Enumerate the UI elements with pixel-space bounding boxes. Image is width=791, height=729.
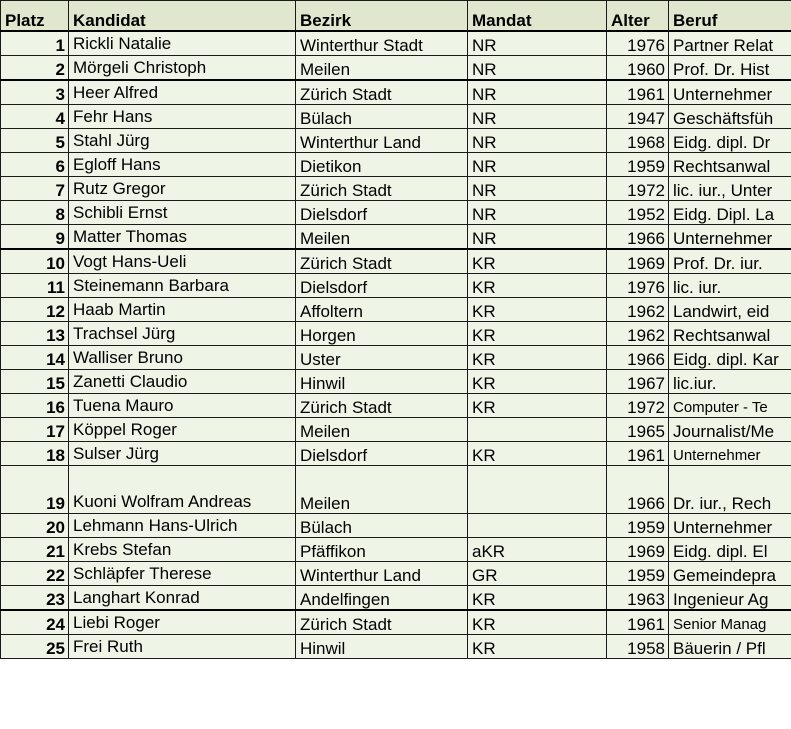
- cell-beruf[interactable]: Prof. Dr. iur.: [669, 249, 791, 274]
- cell-mandat[interactable]: KR: [468, 634, 607, 658]
- cell-beruf[interactable]: lic. iur., Unter: [669, 176, 791, 200]
- cell-alter[interactable]: 1966: [607, 465, 669, 513]
- cell-alter[interactable]: 1959: [607, 513, 669, 537]
- cell-mandat[interactable]: NR: [468, 128, 607, 152]
- cell-platz[interactable]: 2: [1, 55, 69, 80]
- cell-kandidat[interactable]: Heer Alfred: [69, 80, 296, 105]
- cell-alter[interactable]: 1947: [607, 104, 669, 128]
- cell-mandat[interactable]: NR: [468, 55, 607, 80]
- cell-bezirk[interactable]: Meilen: [296, 465, 468, 513]
- cell-mandat[interactable]: NR: [468, 104, 607, 128]
- table-row[interactable]: [1, 128, 791, 152]
- cell-mandat[interactable]: KR: [468, 297, 607, 321]
- cell-beruf[interactable]: Landwirt, eid: [669, 297, 791, 321]
- table-row[interactable]: [1, 585, 791, 610]
- header-alter[interactable]: Alter: [607, 1, 669, 31]
- cell-platz[interactable]: 1: [1, 31, 69, 56]
- cell-mandat[interactable]: KR: [468, 369, 607, 393]
- cell-beruf[interactable]: lic.iur.: [669, 369, 791, 393]
- cell-kandidat[interactable]: Frei Ruth: [69, 634, 296, 658]
- table-row[interactable]: [1, 249, 791, 274]
- cell-platz[interactable]: 4: [1, 104, 69, 128]
- cell-platz[interactable]: 13: [1, 321, 69, 345]
- cell-platz[interactable]: 22: [1, 561, 69, 585]
- cell-kandidat[interactable]: Lehmann Hans-Ulrich: [69, 513, 296, 537]
- cell-bezirk[interactable]: Dielsdorf: [296, 441, 468, 465]
- cell-mandat[interactable]: KR: [468, 610, 607, 635]
- cell-platz[interactable]: 15: [1, 369, 69, 393]
- cell-bezirk[interactable]: Pfäffikon: [296, 537, 468, 561]
- cell-alter[interactable]: 1959: [607, 561, 669, 585]
- cell-platz[interactable]: 18: [1, 441, 69, 465]
- cell-beruf[interactable]: Gemeindepra: [669, 561, 791, 585]
- cell-mandat[interactable]: NR: [468, 80, 607, 105]
- cell-bezirk[interactable]: Horgen: [296, 321, 468, 345]
- cell-alter[interactable]: 1961: [607, 80, 669, 105]
- cell-beruf[interactable]: Unternehmer: [669, 224, 791, 249]
- cell-alter[interactable]: 1967: [607, 369, 669, 393]
- cell-beruf[interactable]: Rechtsanwal: [669, 152, 791, 176]
- cell-kandidat[interactable]: Liebi Roger: [69, 610, 296, 635]
- cell-alter[interactable]: 1962: [607, 297, 669, 321]
- cell-kandidat[interactable]: Sulser Jürg: [69, 441, 296, 465]
- cell-bezirk[interactable]: Winterthur Stadt: [296, 31, 468, 56]
- cell-beruf[interactable]: Eidg. dipl. El: [669, 537, 791, 561]
- cell-kandidat[interactable]: Zanetti Claudio: [69, 369, 296, 393]
- cell-kandidat[interactable]: Tuena Mauro: [69, 393, 296, 417]
- cell-alter[interactable]: 1960: [607, 55, 669, 80]
- cell-kandidat[interactable]: Trachsel Jürg: [69, 321, 296, 345]
- cell-beruf[interactable]: Eidg. dipl. Dr: [669, 128, 791, 152]
- cell-bezirk[interactable]: Dielsdorf: [296, 200, 468, 224]
- table-row[interactable]: [1, 537, 791, 561]
- cell-bezirk[interactable]: Meilen: [296, 224, 468, 249]
- table-row[interactable]: [1, 297, 791, 321]
- cell-platz[interactable]: 8: [1, 200, 69, 224]
- table-row[interactable]: [1, 513, 791, 537]
- cell-alter[interactable]: 1962: [607, 321, 669, 345]
- cell-platz[interactable]: 12: [1, 297, 69, 321]
- table-row[interactable]: [1, 393, 791, 417]
- table-row[interactable]: [1, 345, 791, 369]
- cell-platz[interactable]: 7: [1, 176, 69, 200]
- cell-kandidat[interactable]: Haab Martin: [69, 297, 296, 321]
- table-row[interactable]: [1, 104, 791, 128]
- cell-platz[interactable]: 14: [1, 345, 69, 369]
- cell-platz[interactable]: 25: [1, 634, 69, 658]
- cell-kandidat[interactable]: Langhart Konrad: [69, 585, 296, 610]
- table-row[interactable]: [1, 634, 791, 658]
- cell-platz[interactable]: 23: [1, 585, 69, 610]
- table-row[interactable]: [1, 176, 791, 200]
- cell-beruf[interactable]: Eidg. dipl. Kar: [669, 345, 791, 369]
- cell-kandidat[interactable]: Steinemann Barbara: [69, 273, 296, 297]
- cell-bezirk[interactable]: Zürich Stadt: [296, 249, 468, 274]
- cell-bezirk[interactable]: Hinwil: [296, 634, 468, 658]
- header-mandat[interactable]: Mandat: [468, 1, 607, 31]
- cell-kandidat[interactable]: Matter Thomas: [69, 224, 296, 249]
- cell-alter[interactable]: 1958: [607, 634, 669, 658]
- cell-platz[interactable]: 17: [1, 417, 69, 441]
- table-body: [1, 31, 791, 659]
- cell-bezirk[interactable]: Andelfingen: [296, 585, 468, 610]
- cell-mandat[interactable]: KR: [468, 273, 607, 297]
- cell-bezirk[interactable]: Zürich Stadt: [296, 610, 468, 635]
- cell-mandat[interactable]: KR: [468, 249, 607, 274]
- cell-kandidat[interactable]: Kuoni Wolfram Andreas: [69, 465, 296, 513]
- cell-alter[interactable]: 1972: [607, 176, 669, 200]
- table-row[interactable]: [1, 369, 791, 393]
- cell-platz[interactable]: 21: [1, 537, 69, 561]
- cell-beruf[interactable]: Unternehmer: [669, 441, 791, 465]
- table-row[interactable]: [1, 224, 791, 249]
- table-row[interactable]: [1, 561, 791, 585]
- cell-alter[interactable]: 1969: [607, 249, 669, 274]
- cell-platz[interactable]: 9: [1, 224, 69, 249]
- cell-mandat[interactable]: [468, 465, 607, 513]
- cell-alter[interactable]: 1968: [607, 128, 669, 152]
- cell-alter[interactable]: 1972: [607, 393, 669, 417]
- cell-mandat[interactable]: KR: [468, 345, 607, 369]
- cell-alter[interactable]: 1969: [607, 537, 669, 561]
- cell-mandat[interactable]: NR: [468, 176, 607, 200]
- cell-bezirk[interactable]: Zürich Stadt: [296, 176, 468, 200]
- cell-platz[interactable]: 6: [1, 152, 69, 176]
- cell-mandat[interactable]: KR: [468, 393, 607, 417]
- header-row: [1, 1, 791, 31]
- table-row[interactable]: [1, 441, 791, 465]
- cell-alter[interactable]: 1976: [607, 31, 669, 56]
- cell-beruf[interactable]: Geschäftsfüh: [669, 104, 791, 128]
- cell-beruf[interactable]: Unternehmer: [669, 80, 791, 105]
- cell-alter[interactable]: 1966: [607, 345, 669, 369]
- cell-beruf[interactable]: Ingenieur Ag: [669, 585, 791, 610]
- cell-bezirk[interactable]: Zürich Stadt: [296, 80, 468, 105]
- cell-mandat[interactable]: KR: [468, 441, 607, 465]
- cell-kandidat[interactable]: Schläpfer Therese: [69, 561, 296, 585]
- cell-bezirk[interactable]: Winterthur Land: [296, 128, 468, 152]
- cell-beruf[interactable]: lic. iur.: [669, 273, 791, 297]
- cell-kandidat[interactable]: Rutz Gregor: [69, 176, 296, 200]
- cell-beruf[interactable]: Rechtsanwal: [669, 321, 791, 345]
- cell-kandidat[interactable]: Egloff Hans: [69, 152, 296, 176]
- cell-bezirk[interactable]: Uster: [296, 345, 468, 369]
- cell-mandat[interactable]: NR: [468, 224, 607, 249]
- cell-mandat[interactable]: NR: [468, 200, 607, 224]
- cell-bezirk[interactable]: Bülach: [296, 104, 468, 128]
- cell-mandat[interactable]: [468, 513, 607, 537]
- cell-mandat[interactable]: KR: [468, 321, 607, 345]
- cell-platz[interactable]: 19: [1, 465, 69, 513]
- cell-alter[interactable]: 1952: [607, 200, 669, 224]
- cell-alter[interactable]: 1959: [607, 152, 669, 176]
- cell-bezirk[interactable]: Meilen: [296, 417, 468, 441]
- cell-mandat[interactable]: [468, 417, 607, 441]
- cell-beruf[interactable]: Prof. Dr. Hist: [669, 55, 791, 80]
- cell-alter[interactable]: 1976: [607, 273, 669, 297]
- cell-platz[interactable]: 11: [1, 273, 69, 297]
- table-row[interactable]: [1, 465, 791, 513]
- cell-bezirk[interactable]: Zürich Stadt: [296, 393, 468, 417]
- table-row[interactable]: [1, 321, 791, 345]
- cell-kandidat[interactable]: Rickli Natalie: [69, 31, 296, 56]
- cell-kandidat[interactable]: Krebs Stefan: [69, 537, 296, 561]
- table-row[interactable]: [1, 200, 791, 224]
- cell-kandidat[interactable]: Köppel Roger: [69, 417, 296, 441]
- table-row[interactable]: [1, 273, 791, 297]
- cell-kandidat[interactable]: Vogt Hans-Ueli: [69, 249, 296, 274]
- header-beruf[interactable]: Beruf: [669, 1, 791, 31]
- cell-beruf[interactable]: Bäuerin / Pfl: [669, 634, 791, 658]
- cell-bezirk[interactable]: Winterthur Land: [296, 561, 468, 585]
- cell-kandidat[interactable]: Stahl Jürg: [69, 128, 296, 152]
- cell-kandidat[interactable]: Fehr Hans: [69, 104, 296, 128]
- cell-bezirk[interactable]: Hinwil: [296, 369, 468, 393]
- table-row[interactable]: [1, 31, 791, 56]
- cell-platz[interactable]: 3: [1, 80, 69, 105]
- cell-mandat[interactable]: NR: [468, 31, 607, 56]
- cell-bezirk[interactable]: Meilen: [296, 55, 468, 80]
- cell-platz[interactable]: 20: [1, 513, 69, 537]
- cell-platz[interactable]: 10: [1, 249, 69, 274]
- cell-bezirk[interactable]: Dielsdorf: [296, 273, 468, 297]
- cell-bezirk[interactable]: Dietikon: [296, 152, 468, 176]
- table-row[interactable]: [1, 55, 791, 80]
- table-row[interactable]: [1, 417, 791, 441]
- cell-mandat[interactable]: KR: [468, 585, 607, 610]
- cell-alter[interactable]: 1963: [607, 585, 669, 610]
- cell-beruf[interactable]: Eidg. Dipl. La: [669, 200, 791, 224]
- cell-alter[interactable]: 1961: [607, 441, 669, 465]
- cell-kandidat[interactable]: Schibli Ernst: [69, 200, 296, 224]
- cell-alter[interactable]: 1965: [607, 417, 669, 441]
- header-bezirk[interactable]: Bezirk: [296, 1, 468, 31]
- cell-platz[interactable]: 5: [1, 128, 69, 152]
- cell-platz[interactable]: 16: [1, 393, 69, 417]
- cell-alter[interactable]: 1966: [607, 224, 669, 249]
- cell-beruf[interactable]: Unternehmer: [669, 513, 791, 537]
- cell-mandat[interactable]: aKR: [468, 537, 607, 561]
- cell-beruf[interactable]: Senior Manag: [669, 610, 791, 635]
- table-row[interactable]: [1, 610, 791, 635]
- cell-mandat[interactable]: GR: [468, 561, 607, 585]
- header-platz[interactable]: Platz: [1, 1, 69, 31]
- cell-bezirk[interactable]: Bülach: [296, 513, 468, 537]
- table-row[interactable]: [1, 80, 791, 105]
- cell-kandidat[interactable]: Mörgeli Christoph: [69, 55, 296, 80]
- cell-kandidat[interactable]: Walliser Bruno: [69, 345, 296, 369]
- cell-bezirk[interactable]: Affoltern: [296, 297, 468, 321]
- table-row[interactable]: [1, 152, 791, 176]
- cell-beruf[interactable]: Partner Relat: [669, 31, 791, 56]
- cell-beruf[interactable]: Computer - Te: [669, 393, 791, 417]
- cell-platz[interactable]: 24: [1, 610, 69, 635]
- cell-mandat[interactable]: NR: [468, 152, 607, 176]
- cell-alter[interactable]: 1961: [607, 610, 669, 635]
- cell-beruf[interactable]: Journalist/Me: [669, 417, 791, 441]
- cell-beruf[interactable]: Dr. iur., Rech: [669, 465, 791, 513]
- header-kandidat[interactable]: Kandidat: [69, 1, 296, 31]
